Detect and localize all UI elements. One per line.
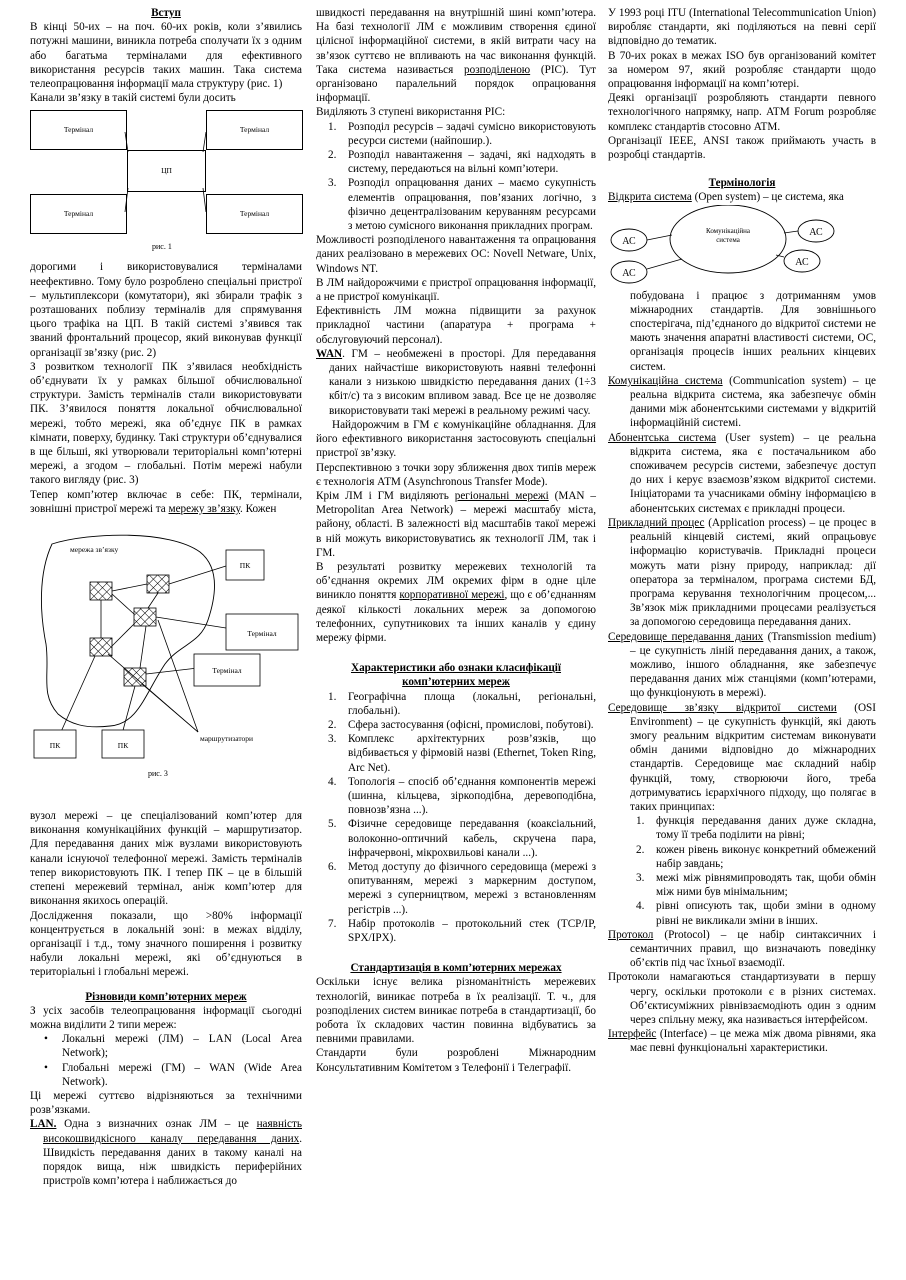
list-number: 3. (328, 733, 337, 746)
text: (Open system) – це система, яка (691, 191, 844, 204)
term-link: Протокол (608, 928, 654, 941)
text: (OSI Environment) – це сукупність функцій, які дають змогу реальним відкритим системам виконувати обмін даними відповідно до міжнародних стандартів. Середовище має складний набір функцій, тому, створюючи його, треба дотримуватись ієрархічного підходу, що полягає в таких принципах: (630, 701, 876, 813)
routers-label: маршрутизатори (200, 734, 254, 744)
pc-label: ПК (239, 561, 251, 571)
list-item (316, 148, 596, 176)
text: (Communication system) – це реальна відкрита система, яка забезпечує обмін даними між абонентськими системами у відкритій інформаційній системі. (630, 374, 877, 430)
cpu-label: ЦП (161, 166, 172, 176)
term-link: Середовище передавання даних (608, 630, 764, 643)
figure-3 (30, 524, 302, 809)
definition (608, 431, 876, 516)
paragraph: Перспективною з точки зору зближення двох типів мереж є технологія АТМ (Asynchronous Transfer Mode). (316, 461, 596, 488)
paragraph: Дослідження показали, що >80% інформації концентрується в локальній зоні: в межах відділу, організації і т.д., тому значного поширення і розвитку набули локальні мережі, які об’єднуються в територіальні і глобальні мережі. (30, 909, 302, 979)
term-link: Абонентська система (608, 431, 717, 444)
list-item-text: Фізичне середовище передавання (коаксіальний, волоконно-оптичний кабель, скручена пара, інфрачервоні, мікрохвильові канали ...). (348, 818, 596, 859)
definition (608, 516, 876, 630)
definition (608, 701, 876, 815)
term-link: Комунікаційна система (608, 374, 723, 387)
figure-caption: рис. 1 (152, 242, 172, 252)
router-icon (147, 575, 169, 593)
paragraph: В ЛМ найдорожчими є пристрої опрацювання інформації, а не пристрої комунікації. (316, 276, 596, 304)
list-number: 1. (328, 120, 337, 133)
list-item (316, 775, 596, 818)
network-cloud (41, 535, 214, 727)
list-item-text: Метод доступу до фізичного середовища (мережі з опитуванням, мережі з маркерним доступом, мережі з суперництвом, мережі з встановленням регістрів ...). (348, 860, 596, 916)
paragraph (316, 6, 596, 105)
text: Тепер комп’ютер включає в себе: ПК, термінали, зовнішні пристрої мережі та (30, 488, 302, 515)
paragraph: У 1993 році ITU (International Telecommunication Union) виробляє стандарти, які поділяються на певні серії відповідно до тематик. (608, 7, 876, 48)
term-link: розподіленою (464, 63, 531, 76)
list-number: 1. (328, 690, 337, 703)
paragraph: Деякі організації розробляють стандарти певного технологічного напрямку, напр. ATM Forum розробляє комплекс стандартів стосовно ATM. (608, 92, 876, 133)
text: (Interface) – це межа між двома рівнями, яка має певні функціональні характеристики. (630, 1028, 876, 1055)
list-item-text: функція передавання даних дуже складна, тому її треба поділити на рівні; (656, 815, 876, 842)
paragraph: Оскільки існує велика різноманітність мережевих технологій, виникає потреба в їх реалізації. Т. ч., для розподілених систем виникає потреба в стандартизації, бо робота їх складових частин повинна відбуватись за певними правилами. (316, 976, 596, 1046)
term-link: регіональні мережі (454, 489, 549, 502)
list-item-text: Розподіл опрацювання даних – маємо сукупність елементів опрацювання, пов’язаних логічно, з фізично децентралізованим керуванням ресурсами з метою сумісного виконання прикладних програм. (348, 177, 596, 233)
paragraph: З усіх засобів телеопрацювання інформації сьогодні можна виділити 2 типи мереж: (30, 1004, 302, 1031)
terminal-label: Термінал (247, 629, 277, 639)
lan-label: LAN. (30, 1118, 57, 1131)
paragraph: вузол мережі – це спеціалізований комп’ютер для виконання комунікаційних функцій – маршрутизатор. Для передавання даних між вузлами використовують канали існуючої телефонної мережі. Замість терміналів тепер використовують ПК. І тепер ПК – це в більшій степені мережевий термінал, аніж комп’ютер для виконання якихось операцій. (30, 810, 302, 908)
open-system-diagram (608, 205, 876, 289)
definition (608, 374, 876, 431)
network-label: мережа зв’язку (70, 545, 119, 555)
principles-list (608, 814, 876, 928)
list-item-text: Комплекс архітектурних розв’язків, що відбивається у фірмовій назві (Ethernet, Token Ring, Arc Net). (348, 733, 596, 774)
list-item: • Локальні мережі (ЛМ) – LAN (Local Area Network); (44, 1033, 302, 1060)
list-item (608, 843, 876, 871)
paragraph (608, 190, 876, 204)
text: В результаті розвитку мережевих технологій та об’єднання окремих ЛМ окремих фірм в одне ціле виникло поняття (316, 560, 596, 602)
section-title-characteristics: Характеристики або ознаки класифікації комп’ютерних мереж (350, 662, 562, 689)
wan-paragraph (316, 347, 596, 418)
list-number: 7. (328, 917, 337, 930)
ris-stages-list (316, 120, 596, 234)
list-item-text: рівні описують так, щоби зміни в одному рівні не викликали зміни в інших. (656, 900, 876, 927)
list-item (316, 917, 596, 945)
list-item (316, 120, 596, 148)
text: Крім ЛМ і ГМ виділяють (316, 489, 455, 502)
list-number: 5. (328, 818, 337, 831)
section-title-terminology: Термінологія (708, 177, 776, 190)
term-link: Відкрита система (608, 191, 692, 204)
paragraph (316, 489, 596, 560)
text: (Protocol) – це набір синтаксичних і семантичних правил, що визначають поведінку об’єктів під час їхньої взаємодії. (630, 928, 876, 970)
paragraph (316, 560, 596, 645)
pc-label: ПК (117, 741, 129, 751)
text: (User system) – це реальна відкрита система, яка є постачальником або споживачем ресурсів системи, забезпечує доступ до них і керує взаємозв’язком відкритої системи. Ініціаторами та учасниками обміну інформацією в абонентських системах є прикладні процеси. (630, 431, 876, 515)
paragraph: Найдорожчим в ГМ є комунікаційне обладнання. Для його ефективного використання застосовують спеціальні пристрої зв’язку. (316, 418, 596, 460)
as-label: АС (795, 256, 809, 268)
list-item-text: кожен рівень виконує конкретний обмежений набір завдань; (656, 843, 876, 870)
paragraph: побудована і працює з дотриманням умов міжнародних стандартів. Для зовнішнього спостерігача, під’єднаного до відкритої системи не мають значення апаратні властивості системи, ОС, організація процесів інших реальних кінцевих систем. (630, 289, 876, 373)
terminal-label: Термінал (239, 209, 270, 219)
paragraph: Організації IEEE, ANSI також приймають участь в розробці стандартів. (608, 134, 876, 162)
text: (MAN – Metropolitan Area Network) – мережі масштабу міста, району, області. В залежності від масштабів такої мережі в ній можуть використовуватись як технології ЛМ, так і ГМ. (316, 489, 597, 559)
router-icon (90, 582, 112, 600)
list-item-text: Розподіл ресурсів – задачі сумісно використовують ресурси системи (найпошир.). (348, 120, 596, 147)
text: (Transmission medium) – це сукупність ліній передавання даних, а також, можливо, іншого обладнання, яке забезпечує передавання даних між станціями (комп’ютерами, що функціонують в мережі). (630, 630, 876, 700)
paragraph: Канали зв’язку в такій системі були досить (30, 92, 236, 105)
text: (Application process) – це процес в реальній кінцевій системі, який опрацьовує інформацію користувачів. Прикладні процеси можуть мати різну природу, наприклад: дії оператора за терміналом, програма системи БД, програма керування технологічним процесом,... Зв’язок між прикладними процесами реалізується за допомогою середовища передавання даних. (630, 516, 876, 629)
definition (608, 630, 876, 701)
list-item (316, 690, 596, 718)
terminal-box (30, 110, 127, 150)
paragraph: Протоколи намагаються стандартизувати в першу чергу, оскільки протоколи є в різних системах. Об’єктисуміжних рівнівзаємодіють один з одним через спільну межу, яка називається інтерфейсом. (608, 971, 876, 1026)
list-item: • Глобальні мережі (ГМ) – WAN (Wide Area Network). (44, 1061, 302, 1088)
text: швидкості передавання на внутрішній шині комп’ютера. На базі технології ЛМ є можливим створення єдиної цілісної інформаційної системи, в якій витрати часу на зв’язок суттєво не впливають на час виконання функцій. Така система називається (316, 7, 596, 76)
wan-label: WAN (316, 347, 343, 360)
text: . Швидкість передавання даних в такому каналі на порядок вища, ніж швидкість периферійних пристроїв комп’ютера і наближається до (43, 1132, 302, 1188)
terminal-label: Термінал (212, 666, 242, 676)
network-types-list (30, 1032, 302, 1089)
list-number: 3. (636, 871, 645, 884)
section-title-intro: Вступ (151, 7, 181, 19)
as-label: АС (622, 267, 636, 279)
comm-system-label: система (716, 235, 740, 244)
list-item-text: Географічна площа (локальні, регіональні, глобальні). (348, 690, 596, 717)
column-1 (30, 6, 302, 1188)
text: . ГМ – необмежені в просторі. Для передавання даних найчастіше використовують наявні телефонні канали з низькою швидкістю передавання даних (1÷3 кбіт/с) та з високим впливом завад. Все це не дозволяє використовувати такі мережі в реальному режимі часу. (329, 347, 596, 417)
paragraph: Ці мережі суттєво відрізняються за технічними розв’язками. (30, 1089, 302, 1117)
paragraph: З розвитком технології ПК з’явилася необхідність об’єднувати їх у рамках більшої обчислювальної структури. Замість терміналів стали використовувати ПК. З’явилося поняття локальної обчислювальної мережі, тобто мережі, яка об’єднує ПК в рамках кімнати, поверху, будинку. Такі структури об’єднувалися в ще більші, які утворювали територіальні комп’ютерні мережі, а згодом – глобальні. Потім мережі набули такого вигляду (рис. 3) (30, 360, 302, 487)
text: , що є об’єднанням деякої кількості локальних мереж за допомогою телефонних, супутникових та інших каналів у єдину мережу фірми. (316, 589, 596, 644)
terminal-label: Термінал (63, 125, 94, 135)
paragraph: Ефективність ЛМ можна підвищити за рахунок прикладної частини (апаратура + програма + обслуговуючий персонал). (316, 305, 596, 346)
cpu-box (127, 150, 206, 192)
list-item (316, 817, 596, 860)
list-item (608, 871, 876, 899)
comm-system-label: Комунікаційна (706, 226, 750, 235)
term-link: Середовище зв’язку відкритої системи (608, 701, 837, 714)
router-icon (134, 608, 156, 626)
list-number: 3. (328, 177, 337, 190)
list-item-text: Топологія – спосіб об’єднання компонентів мережі (шинна, кільцева, зіркоподібна, деревоподібна, повнозв’язна ...). (348, 775, 596, 817)
column-2 (316, 6, 596, 1075)
terminal-label: Термінал (239, 125, 270, 135)
list-item-text: Сфера застосування (офісні, промислові, побутові). (348, 718, 594, 731)
list-number: 2. (328, 718, 337, 731)
paragraph: В 70-их роках в межах ISO був організований комітет за номером 97, який розробляє стандарти щодо опрацювання інформації на комп’ютері. (608, 49, 876, 91)
paragraph: дорогими і використовувалися терміналами неефективно. Тому було розроблено спеціальні пристрої – мультиплексори (комутатори), які збирали трафік з розташованих поблизу терміналів для спрямування цього трафіка на ЦП. В такій системі з’явився так званий фронтальний процесор, який виконував функції організації зв’язку (рис. 2) (30, 261, 302, 359)
as-label: АС (622, 235, 636, 247)
list-number: 4. (328, 775, 337, 788)
list-number: 4. (636, 900, 645, 913)
text: . Кожен (239, 502, 277, 515)
as-label: АС (809, 226, 823, 238)
paragraph: Стандарти були розроблені Міжнародним Консультативним Комітетом з Телефонії і Телеграфії. (316, 1047, 596, 1074)
list-item (316, 860, 596, 917)
lan-paragraph (30, 1117, 302, 1188)
text: (РІС). Тут організовано паралельний порядок опрацювання інформації. (316, 63, 596, 105)
term-link: наявність високошвидкісного каналу передавання даних (43, 1118, 302, 1145)
terminal-box (206, 110, 303, 150)
open-system-figure (608, 205, 876, 289)
list-item-text: Набір протоколів – протокольний стек (TCP/IP, SPX/IPX). (348, 917, 596, 944)
list-item-text: Локальні мережі (ЛМ) – LAN (Local Area Network); (62, 1033, 302, 1060)
terminal-box (30, 194, 127, 234)
paragraph (30, 488, 302, 516)
list-item-text: межі між рівнямипроводять так, щоби обмін між ними був мінімальним; (656, 871, 876, 899)
definition (608, 1027, 876, 1055)
paragraph: В кінці 50-их – на поч. 60-их років, коли з’явились потужні машини, виникла потреба сполучати їх з одним або багатьма терміналами для ефективного використання ресурсів таких машин. Така система телеопрацювання інформації мала структуру (рис. 1) (30, 21, 302, 91)
router-icon (90, 638, 112, 656)
definition (608, 928, 876, 971)
column-3 (608, 6, 876, 1056)
list-item-text: Глобальні мережі (ГМ) – WAN (Wide Area Network). (62, 1061, 302, 1088)
list-number: 1. (636, 815, 645, 828)
list-item (316, 732, 596, 775)
list-item-text: Розподіл навантаження – задачі, які надходять в систему, передаються на вільні комп’ютери. (348, 149, 596, 176)
list-item (608, 814, 876, 842)
terminal-box (206, 194, 303, 234)
figure-1 (30, 108, 302, 260)
term-link: корпоративної мережі (399, 589, 505, 602)
network-diagram (30, 524, 302, 809)
list-number: 2. (636, 843, 645, 856)
terminal-label: Термінал (63, 209, 94, 219)
term-link: мережу зв’язку (168, 502, 240, 515)
paragraph: Можливості розподіленого навантаження та опрацювання даних реалізовано в мережевих ОС: Novell Netware, Unix, Windows NT. (316, 234, 596, 275)
text: Одна з визначних ознак ЛМ – це (56, 1118, 257, 1131)
paragraph: Виділяють 3 ступені використання РІС: (316, 106, 506, 119)
list-item (316, 176, 596, 233)
list-item (316, 718, 596, 732)
list-item (608, 899, 876, 927)
list-number: 2. (328, 149, 337, 162)
list-number: 6. (328, 860, 337, 873)
characteristics-list (316, 690, 596, 946)
figure-caption: рис. 3 (148, 769, 168, 779)
term-link: Інтерфейс (608, 1028, 657, 1041)
pc-label: ПК (49, 741, 61, 751)
section-title-standardization: Стандартизація в комп’ютерних мережах (350, 962, 562, 975)
term-link: Прикладний процес (608, 516, 705, 529)
section-title-types: Різновиди комп’ютерних мереж (85, 990, 247, 1003)
